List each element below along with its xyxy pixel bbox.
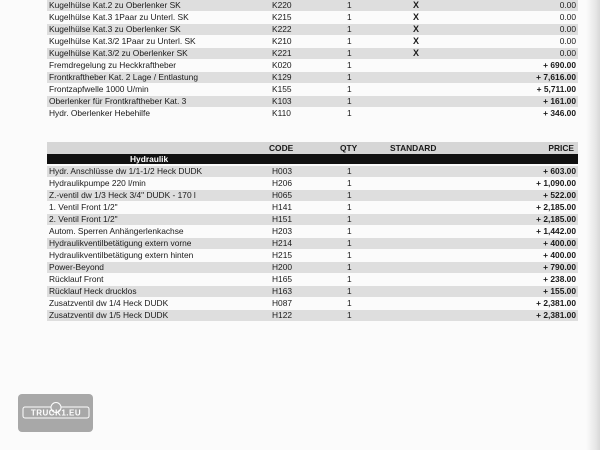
row-standard-mark: X [413, 36, 420, 46]
section-title: Hydraulik [130, 154, 169, 164]
row-description: Kugelhülse Kat.3/2 zu Oberlenker SK [49, 48, 188, 58]
row-description: Hydraulikventilbetätigung extern hinten [49, 250, 194, 260]
row-description: Rücklauf Front [49, 274, 104, 284]
row-price: 0.00 [559, 0, 576, 10]
row-code: H200 [272, 262, 293, 272]
row-price: + 346.00 [543, 108, 576, 118]
table-row [47, 96, 578, 107]
row-code: K220 [272, 0, 292, 10]
table-row [47, 84, 578, 95]
row-qty: 1 [347, 84, 352, 94]
table-row [47, 202, 578, 213]
row-code: H065 [272, 190, 293, 200]
row-code: K210 [272, 36, 292, 46]
row-description: Frontzapfwelle 1000 U/min [49, 84, 149, 94]
row-standard-mark: X [413, 12, 420, 22]
row-price: 0.00 [559, 12, 576, 22]
row-price: + 522.00 [543, 190, 576, 200]
row-code: H165 [272, 274, 293, 284]
table-row [47, 298, 578, 309]
table-row [47, 0, 578, 11]
row-description: Z.-ventil dw 1/3 Heck 3/4" DUDK - 170 l [49, 190, 196, 200]
table-row [47, 36, 578, 47]
row-price: 0.00 [559, 36, 576, 46]
row-price: + 161.00 [543, 96, 576, 106]
column-header-code: CODE [269, 143, 294, 153]
row-description: Fremdregelung zu Heckkraftheber [49, 60, 177, 70]
row-price: + 603.00 [543, 166, 576, 176]
row-qty: 1 [347, 298, 352, 308]
row-code: K215 [272, 12, 292, 22]
row-description: Hydr. Anschlüsse dw 1/1-1/2 Heck DUDK [49, 166, 203, 176]
row-qty: 1 [347, 214, 352, 224]
table-row [47, 262, 578, 273]
row-qty: 1 [347, 96, 352, 106]
row-price: 0.00 [559, 24, 576, 34]
table-row [47, 178, 578, 189]
section-header-hydraulik [47, 154, 578, 164]
row-price: + 690.00 [543, 60, 576, 70]
table-row [47, 48, 578, 59]
table-row [47, 108, 578, 119]
row-qty: 1 [347, 48, 352, 58]
row-code: K110 [272, 108, 291, 118]
row-description: Hydraulikventilbetätigung extern vorne [49, 238, 192, 248]
row-code: K222 [272, 24, 292, 34]
row-qty: 1 [347, 226, 352, 236]
row-standard-mark: X [413, 0, 420, 10]
row-qty: 1 [347, 250, 352, 260]
svg-text:TRUCK1.EU: TRUCK1.EU [30, 408, 81, 418]
row-code: H003 [272, 166, 293, 176]
row-price: + 155.00 [543, 286, 576, 296]
row-code: H087 [272, 298, 293, 308]
row-code: H215 [272, 250, 293, 260]
page-edge-shadow [586, 0, 600, 450]
table-row [47, 24, 578, 35]
table-row [47, 250, 578, 261]
row-description: Zusatzventil dw 1/5 Heck DUDK [49, 310, 169, 320]
row-description: Power-Beyond [49, 262, 104, 272]
row-qty: 1 [347, 24, 352, 34]
row-qty: 1 [347, 190, 352, 200]
row-description: Frontkraftheber Kat. 2 Lage / Entlastung [49, 72, 198, 82]
table-row [47, 274, 578, 285]
row-qty: 1 [347, 238, 352, 248]
row-price: + 5,711.00 [536, 84, 576, 94]
row-standard-mark: X [413, 24, 420, 34]
watermark-logo [18, 394, 93, 432]
row-description: Kugelhülse Kat.2 zu Oberlenker SK [49, 0, 181, 10]
row-price: + 2,185.00 [536, 202, 576, 212]
row-description: 1. Ventil Front 1/2" [49, 202, 118, 212]
row-description: 2. Ventil Front 1/2" [49, 214, 118, 224]
column-header-price: PRICE [548, 143, 574, 153]
row-description: Rücklauf Heck drucklos [49, 286, 137, 296]
row-qty: 1 [347, 178, 352, 188]
row-price: + 7,616.00 [536, 72, 576, 82]
row-qty: 1 [347, 108, 352, 118]
table-row [47, 190, 578, 201]
row-code: H151 [272, 214, 293, 224]
row-price: + 400.00 [543, 238, 576, 248]
row-qty: 1 [347, 72, 352, 82]
row-qty: 1 [347, 202, 352, 212]
table-row [47, 310, 578, 321]
row-price: 0.00 [559, 48, 576, 58]
row-qty: 1 [347, 262, 352, 272]
table-row [47, 238, 578, 249]
row-qty: 1 [347, 274, 352, 284]
row-code: H163 [272, 286, 293, 296]
row-qty: 1 [347, 310, 352, 320]
truck-logo-icon [22, 400, 90, 426]
row-price: + 238.00 [543, 274, 576, 284]
column-header-qty: QTY [340, 143, 358, 153]
row-description: Kugelhülse Kat.3/2 1Paar zu Unterl. SK [49, 36, 196, 46]
row-description: Autom. Sperren Anhängerlenkachse [49, 226, 184, 236]
row-code: H206 [272, 178, 293, 188]
row-code: K103 [272, 96, 292, 106]
row-qty: 1 [347, 166, 352, 176]
column-header-standard: STANDARD [390, 143, 437, 153]
row-qty: 1 [347, 286, 352, 296]
row-code: H214 [272, 238, 293, 248]
row-qty: 1 [347, 12, 352, 22]
table-row [47, 12, 578, 23]
table-row [47, 286, 578, 297]
row-code: K129 [272, 72, 292, 82]
row-code: H203 [272, 226, 293, 236]
row-code: K020 [272, 60, 292, 70]
row-standard-mark: X [413, 48, 420, 58]
row-description: Hydraulikpumpe 220 l/min [49, 178, 146, 188]
row-description: Kugelhülse Kat.3 zu Oberlenker SK [49, 24, 181, 34]
row-code: H141 [272, 202, 293, 212]
row-qty: 1 [347, 60, 352, 70]
row-price: + 790.00 [543, 262, 576, 272]
row-price: + 1,090.00 [536, 178, 576, 188]
row-code: K155 [272, 84, 292, 94]
table-row [47, 72, 578, 83]
row-price: + 2,185.00 [536, 214, 576, 224]
row-description: Oberlenker für Frontkraftheber Kat. 3 [49, 96, 187, 106]
row-qty: 1 [347, 0, 352, 10]
row-code: K221 [272, 48, 292, 58]
row-price: + 1,442.00 [536, 226, 576, 236]
row-description: Zusatzventil dw 1/4 Heck DUDK [49, 298, 169, 308]
row-description: Hydr. Oberlenker Hebehilfe [49, 108, 151, 118]
row-code: H122 [272, 310, 293, 320]
table-column-header [47, 142, 578, 154]
row-price: + 2,381.00 [536, 298, 576, 308]
table-row [47, 60, 578, 71]
table-row [47, 214, 578, 225]
row-price: + 400.00 [543, 250, 576, 260]
row-qty: 1 [347, 36, 352, 46]
row-price: + 2,381.00 [536, 310, 576, 320]
table-row [47, 166, 578, 177]
table-row [47, 226, 578, 237]
row-description: Kugelhülse Kat.3 1Paar zu Unterl. SK [49, 12, 189, 22]
